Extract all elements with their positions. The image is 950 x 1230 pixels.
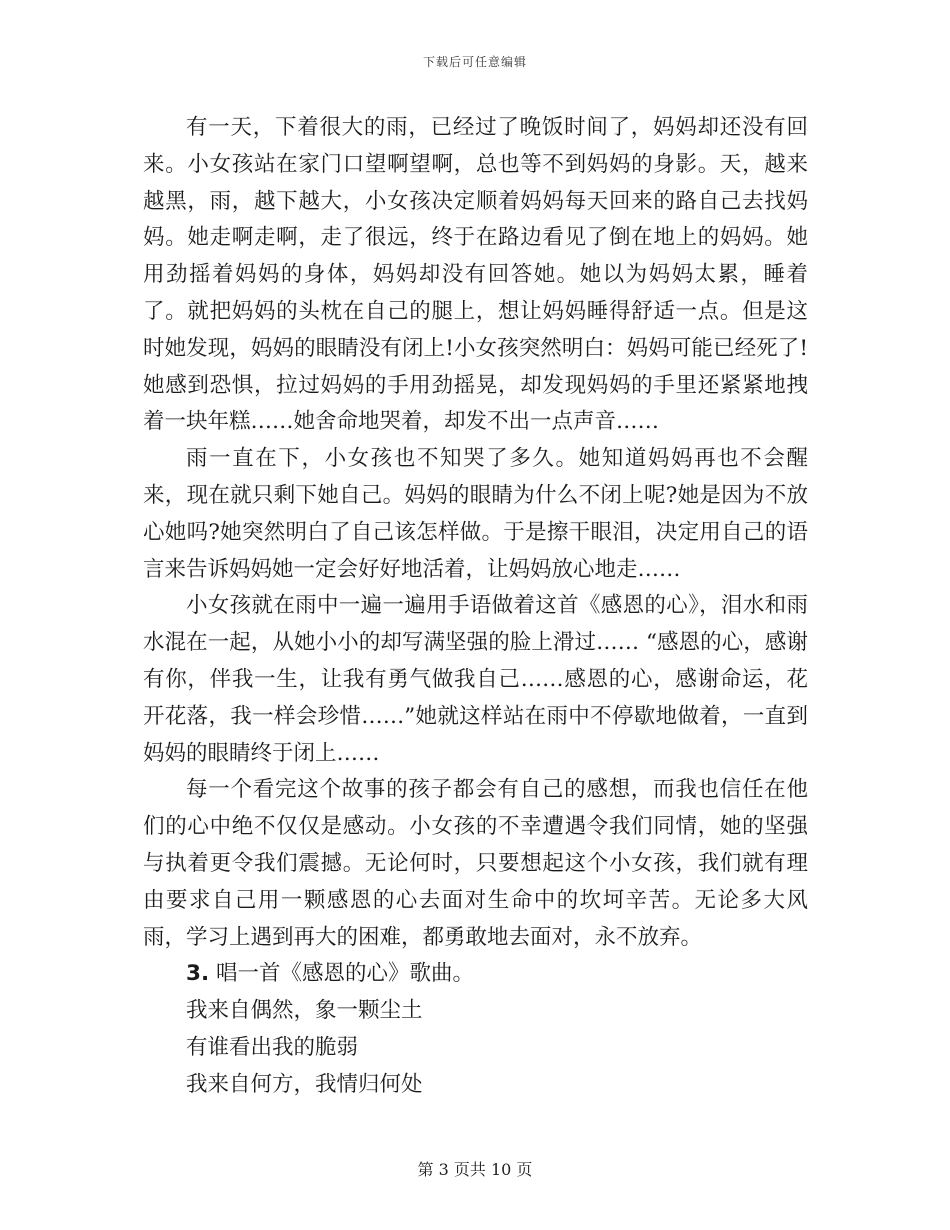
page-footer: 第 3 页共 10 页 <box>417 1160 533 1179</box>
list-item-text: 唱一首《感恩的心》歌曲。 <box>215 961 474 987</box>
page-header: 下载后可任意编辑 <box>422 55 527 69</box>
document-body <box>143 110 808 1104</box>
paragraph-rainy-day: 有一天，下着很大的雨，已经过了晚饭时间了，妈妈却还没有回来。小女孩站在家门口望啊望啊，总也等不到妈妈的身影。天，越来越黑，雨，越下越大，小女孩决定顺着妈妈每天回来的路自己去找妈妈。她走啊走啊，走了很远，终于在路边看见了倒在地上的妈妈。她用劲摇着妈妈的身体，妈妈却没有回答她。她以为妈妈太累，睡着了。就把妈妈的头枕在自己的腿上，想让妈妈睡得舒适一点。但是这时她发现，妈妈的眼睛没有闭上!小女孩突然明白：妈妈可能已经死了!她感到恐惧，拉过妈妈的手用劲摇晃，却发现妈妈的手里还紧紧地拽着一块年糕……她舍命地哭着，却发不出一点声音…… <box>143 115 808 435</box>
lyric-line: 有谁看出我的脆弱 <box>186 1034 359 1060</box>
list-item-number: 3. <box>186 961 210 987</box>
lyric-line: 我来自何方，我情归何处 <box>186 1071 423 1097</box>
list-item-sing-song <box>143 956 808 993</box>
paragraph-rain-continues: 雨一直在下，小女孩也不知哭了多久。她知道妈妈再也不会醒来，现在就只剩下她自己。妈妈的眼睛为什么不闭上呢?她是因为不放心她吗?她突然明白了自己该怎样做。于是擦干眼泪，决定用自己的语言来告诉妈妈她一定会好好地活着，让妈妈放心地走…… <box>143 446 808 582</box>
lyric-line: 我来自偶然，象一颗尘土 <box>186 998 423 1024</box>
paragraph-sign-language: 小女孩就在雨中一遍一遍用手语做着这首《感恩的心》，泪水和雨水混在一起，从她小小的却写满坚强的脸上滑过…… “感恩的心，感谢有你，伴我一生，让我有勇气做我自己……感恩的心，感谢命运，花开花落，我一样会珍惜……”她就这样站在雨中不停歇地做着，一直到妈妈的眼睛终于闭上…… <box>143 593 808 766</box>
paragraph-reflection: 每一个看完这个故事的孩子都会有自己的感想，而我也信任在他们的心中绝不仅仅是感动。小女孩的不幸遭遇令我们同情，她的坚强与执着更令我们震撼。无论何时，只要想起这个小女孩，我们就有理由要求自己用一颗感恩的心去面对生命中的坎坷辛苦。无论多大风雨，学习上遇到再大的困难，都勇敢地去面对，永不放弃。 <box>143 777 808 950</box>
